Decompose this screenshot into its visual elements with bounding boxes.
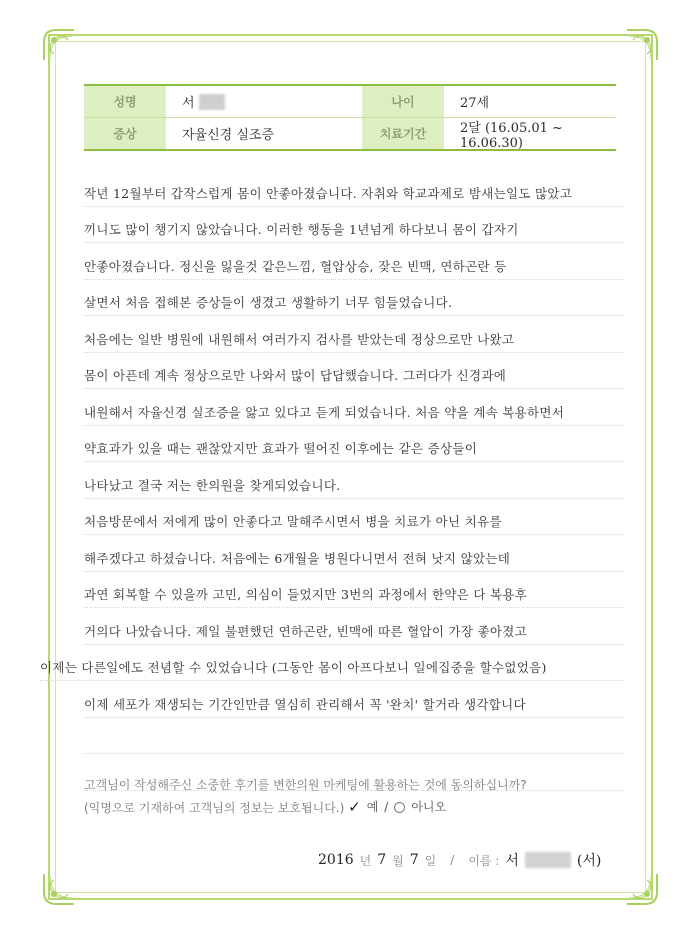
review-line: 과연 회복할 수 있을까 고민, 의심이 들었지만 3번의 과정에서 한약은 다 복용후 [84, 572, 624, 609]
info-row-symptom-period [84, 118, 616, 149]
consent-no-label[interactable]: 아니오 [411, 800, 447, 814]
sig-name-label: 이름 : [468, 853, 500, 868]
review-line: 나타났고 결국 저는 한의원을 찾게되었습니다. [84, 462, 624, 499]
review-line: 안좋아졌습니다. 정신을 잃을것 같은느낌, 혈압상승, 잦은 빈맥, 연하곤란 등 [84, 243, 624, 280]
review-line: 끼니도 많이 챙기지 않았습니다. 이러한 행동을 1년넘게 하다보니 몸이 갑자기 [84, 207, 624, 244]
sig-day: 7 [409, 852, 419, 868]
sig-month: 7 [377, 852, 387, 868]
sig-name-end: (서) [576, 853, 602, 869]
age-label: 나이 [362, 86, 444, 117]
period-value: 2달 (16.05.01 ~ 16.06.30) [460, 120, 563, 151]
consent-options-row [84, 796, 624, 819]
review-line: 해주겠다고 하셨습니다. 처음에는 6개월을 병원다니면서 전혀 낫지 않았는데 [84, 535, 624, 572]
review-line: 내원해서 자율신경 실조증을 앓고 있다고 듣게 되었습니다. 처음 약을 계속 복용하면서 [84, 389, 624, 426]
consent-question: 고객님이 작성해주신 소중한 후기를 변한의원 마케팅에 활용하는 것에 동의하십니까? [84, 778, 527, 792]
consent-options [348, 796, 446, 818]
symptom-label: 증상 [84, 118, 166, 149]
review-line: 약효과가 있을 때는 괜찮았지만 효과가 떨어진 이후에는 같은 증상들이 [84, 426, 624, 463]
symptom-value: 자율신경 실조증 [182, 128, 275, 143]
corner-ornament-icon [42, 872, 76, 906]
sig-name-redaction [525, 852, 571, 868]
review-line: 처음방문에서 저에게 많이 안좋다고 말해주시면서 병을 치료가 아닌 치유를 [84, 499, 624, 536]
review-line: 이제 세포가 재생되는 기간인만큼 열심히 관리해서 꼭 '완치' 할거라 생각합니다 [84, 681, 624, 718]
radio-circle-icon[interactable] [394, 802, 405, 813]
review-line: 이제는 다른일에도 전념할 수 있었습니다 (그동안 몸이 아프다보니 일에집중을 할수없었음) [40, 645, 624, 682]
consent-section [84, 774, 624, 819]
corner-ornament-icon [625, 872, 659, 906]
sig-slash: / [450, 853, 455, 867]
sig-year: 2016 [318, 852, 354, 868]
sig-name-start: 서 [505, 853, 519, 869]
review-body [40, 170, 624, 791]
info-row-name-age [84, 86, 616, 118]
check-mark-icon[interactable]: ✓ [348, 798, 361, 816]
consent-yes-label[interactable]: 예 [366, 800, 379, 814]
sig-year-unit: 년 [359, 853, 372, 868]
corner-ornament-icon [42, 28, 76, 62]
consent-note: (익명으로 기재하여 고객님의 정보는 보호됩니다.) [84, 801, 345, 815]
name-redaction [199, 94, 225, 110]
sig-month-unit: 월 [392, 853, 404, 868]
name-value [166, 86, 362, 117]
review-line: 몸이 아픈데 계속 정상으로만 나와서 많이 답답했습니다. 그러다가 신경과에 [84, 353, 624, 390]
consent-separator: / [384, 800, 389, 814]
period-label: 치료기간 [362, 118, 444, 149]
name-value-text: 서 [182, 96, 195, 111]
review-line: 작년 12월부터 갑작스럽게 몸이 안좋아졌습니다. 자취와 학교과제로 밤새는일도 많았고 [84, 170, 624, 207]
review-line: 처음에는 일반 병원에 내원해서 여러가지 검사를 받았는데 정상으로만 나왔고 [84, 316, 624, 353]
review-line: 살면서 처음 접해본 증상들이 생겼고 생활하기 너무 힘들었습니다. [84, 280, 624, 317]
review-line-empty [84, 718, 624, 755]
signature-line [318, 850, 638, 870]
review-line: 거의다 나았습니다. 제일 불편했던 연하곤란, 빈맥에 따른 혈압이 가장 좋아졌고 [84, 608, 624, 645]
corner-ornament-icon [625, 28, 659, 62]
age-value: 27세 [460, 96, 490, 111]
patient-info-table [84, 84, 616, 151]
sig-day-unit: 일 [424, 853, 437, 868]
name-label: 성명 [84, 86, 166, 117]
